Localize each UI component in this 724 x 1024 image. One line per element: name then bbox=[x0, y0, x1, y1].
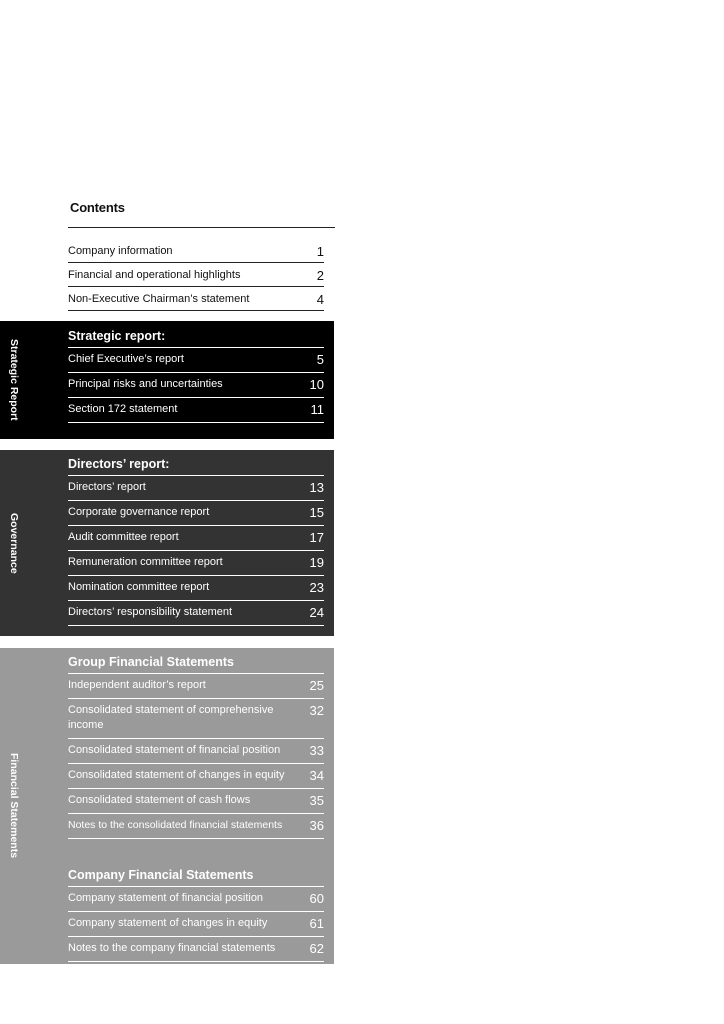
section-heading: Directors’ report: bbox=[68, 452, 324, 476]
toc-entry[interactable] bbox=[68, 814, 324, 839]
toc-entry-page: 35 bbox=[309, 793, 324, 808]
toc-entry-page: 19 bbox=[309, 555, 324, 570]
toc-entry-label: Remuneration committee report bbox=[68, 556, 223, 568]
toc-entry-label: Chief Executive’s report bbox=[68, 353, 184, 365]
toc-entry-label: Directors’ report bbox=[68, 481, 146, 493]
toc-entry-chairman-statement[interactable] bbox=[68, 287, 324, 311]
side-label-text: Governance bbox=[8, 512, 20, 574]
governance-list bbox=[68, 452, 324, 626]
toc-entry[interactable] bbox=[68, 526, 324, 551]
toc-entry[interactable] bbox=[68, 476, 324, 501]
toc-entry-page: 23 bbox=[309, 580, 324, 595]
toc-entry-page: 15 bbox=[309, 505, 324, 520]
section-tab-strategic bbox=[0, 321, 28, 439]
section-heading: Strategic report: bbox=[68, 324, 324, 348]
toc-entry-label: Company statement of changes in equity bbox=[68, 917, 268, 929]
toc-entry-page: 5 bbox=[316, 352, 324, 367]
toc-entry-label: Company statement of financial position bbox=[68, 892, 264, 904]
toc-entry-highlights[interactable] bbox=[68, 263, 324, 287]
toc-entry-page: 32 bbox=[309, 703, 324, 718]
toc-entry-label: Audit committee report bbox=[68, 531, 179, 543]
governance-section bbox=[0, 450, 334, 636]
section-tab-governance bbox=[0, 450, 28, 636]
strategic-report-section bbox=[0, 321, 334, 439]
financial-statements-section bbox=[0, 648, 334, 964]
toc-entry-label: Principal risks and uncertainties bbox=[68, 378, 223, 390]
toc-entry-label: Independent auditor’s report bbox=[68, 679, 206, 691]
side-label-text: Strategic Report bbox=[8, 339, 20, 421]
toc-entry[interactable] bbox=[68, 912, 324, 937]
toc-entry-company-information[interactable] bbox=[68, 239, 324, 263]
toc-entry-page: 4 bbox=[316, 292, 324, 307]
toc-entry[interactable] bbox=[68, 674, 324, 699]
toc-entry[interactable] bbox=[68, 789, 324, 814]
toc-entry-page: 2 bbox=[316, 268, 324, 283]
toc-entry-page: 17 bbox=[309, 530, 324, 545]
toc-entry-page: 10 bbox=[309, 377, 324, 392]
toc-entry-label: Consolidated statement of changes in equity bbox=[68, 769, 285, 781]
toc-entry-label: Notes to the company financial statements bbox=[68, 942, 276, 954]
toc-entry-label: Corporate governance report bbox=[68, 506, 210, 518]
spacer bbox=[68, 839, 324, 863]
toc-entry[interactable] bbox=[68, 764, 324, 789]
company-heading: Company Financial Statements bbox=[68, 863, 324, 887]
toc-entry-label: Directors’ responsibility statement bbox=[68, 606, 233, 618]
toc-entry-label: Company information bbox=[68, 245, 173, 257]
toc-entry[interactable] bbox=[68, 398, 324, 423]
toc-entry-page: 25 bbox=[309, 678, 324, 693]
toc-entry[interactable] bbox=[68, 501, 324, 526]
toc-entry-label: Non-Executive Chairman’s statement bbox=[68, 293, 250, 305]
toc-entry-page: 24 bbox=[309, 605, 324, 620]
toc-entry[interactable] bbox=[68, 739, 324, 764]
toc-entry[interactable] bbox=[68, 937, 324, 962]
toc-entry-page: 36 bbox=[309, 818, 324, 833]
toc-entry-label: Nomination committee report bbox=[68, 581, 210, 593]
group-heading: Group Financial Statements bbox=[68, 650, 324, 674]
intro-list bbox=[68, 239, 324, 311]
section-tab-financial bbox=[0, 648, 28, 964]
side-label-text: Financial Statements bbox=[8, 753, 20, 859]
toc-entry-label: Notes to the consolidated financial statements bbox=[68, 819, 283, 831]
toc-entry-page: 1 bbox=[316, 244, 324, 259]
strategic-list bbox=[68, 324, 324, 423]
toc-entry-page: 33 bbox=[309, 743, 324, 758]
toc-entry-page: 11 bbox=[310, 402, 324, 417]
toc-entry-page: 13 bbox=[309, 480, 324, 495]
toc-entry-label: Financial and operational highlights bbox=[68, 269, 241, 281]
toc-entry-label: Consolidated statement of cash flows bbox=[68, 794, 251, 806]
toc-entry[interactable] bbox=[68, 373, 324, 398]
toc-entry[interactable] bbox=[68, 699, 324, 739]
toc-entry-label: Consolidated statement of financial position bbox=[68, 744, 281, 756]
toc-entry-page: 60 bbox=[309, 891, 324, 906]
toc-entry[interactable] bbox=[68, 576, 324, 601]
toc-entry-page: 62 bbox=[309, 941, 324, 956]
toc-entry[interactable] bbox=[68, 601, 324, 626]
toc-entry-label: Consolidated statement of comprehensive income bbox=[68, 704, 274, 731]
financial-list bbox=[68, 650, 324, 962]
toc-entry[interactable] bbox=[68, 887, 324, 912]
toc-entry[interactable] bbox=[68, 348, 324, 373]
contents-title: Contents bbox=[70, 200, 125, 215]
toc-entry-page: 61 bbox=[309, 916, 324, 931]
toc-entry[interactable] bbox=[68, 551, 324, 576]
toc-entry-label: Section 172 statement bbox=[68, 403, 178, 415]
title-rule bbox=[68, 227, 335, 228]
toc-entry-page: 34 bbox=[309, 768, 324, 783]
